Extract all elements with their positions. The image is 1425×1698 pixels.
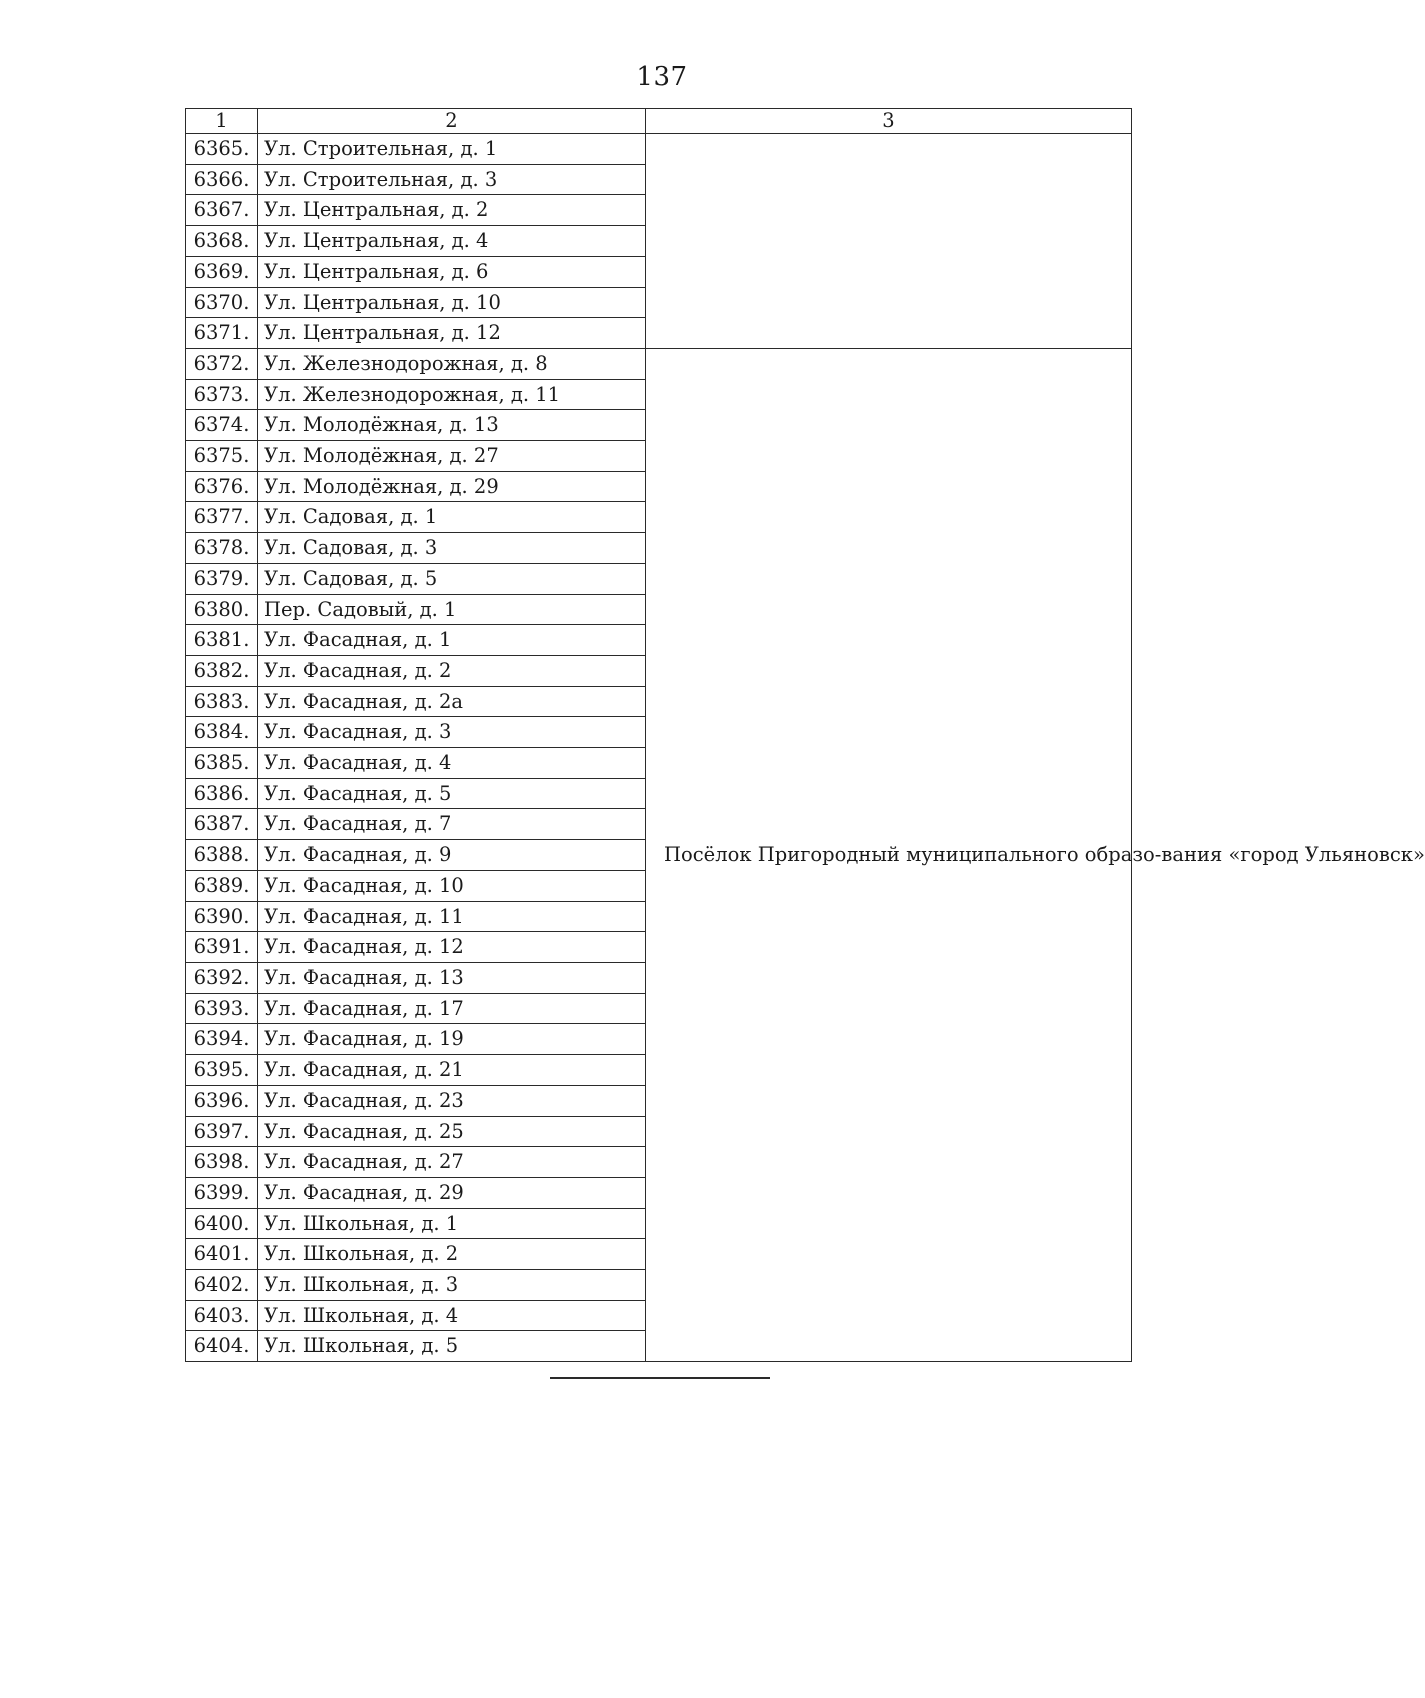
row-address: Ул. Фасадная, д. 2а bbox=[258, 686, 646, 717]
row-address: Ул. Железнодорожная, д. 8 bbox=[258, 348, 646, 379]
row-address: Ул. Школьная, д. 2 bbox=[258, 1239, 646, 1270]
row-number: 6368. bbox=[186, 226, 258, 257]
row-number: 6369. bbox=[186, 256, 258, 287]
row-number: 6395. bbox=[186, 1055, 258, 1086]
row-address: Ул. Фасадная, д. 2 bbox=[258, 655, 646, 686]
row-number: 6367. bbox=[186, 195, 258, 226]
row-number: 6384. bbox=[186, 717, 258, 748]
row-number: 6394. bbox=[186, 1024, 258, 1055]
row-address: Ул. Школьная, д. 1 bbox=[258, 1208, 646, 1239]
column-header-address: 2 bbox=[258, 109, 646, 134]
row-address: Ул. Фасадная, д. 9 bbox=[258, 840, 646, 871]
row-address: Ул. Фасадная, д. 11 bbox=[258, 901, 646, 932]
row-address: Пер. Садовый, д. 1 bbox=[258, 594, 646, 625]
row-number: 6392. bbox=[186, 962, 258, 993]
row-number: 6381. bbox=[186, 625, 258, 656]
table-body bbox=[186, 134, 1425, 1362]
row-address: Ул. Фасадная, д. 7 bbox=[258, 809, 646, 840]
row-number: 6390. bbox=[186, 901, 258, 932]
row-address: Ул. Центральная, д. 12 bbox=[258, 318, 646, 349]
row-address: Ул. Фасадная, д. 13 bbox=[258, 962, 646, 993]
row-address: Ул. Фасадная, д. 12 bbox=[258, 932, 646, 963]
row-address: Ул. Фасадная, д. 21 bbox=[258, 1055, 646, 1086]
row-address: Ул. Садовая, д. 1 bbox=[258, 502, 646, 533]
row-number: 6366. bbox=[186, 164, 258, 195]
row-number: 6389. bbox=[186, 870, 258, 901]
row-address: Ул. Центральная, д. 2 bbox=[258, 195, 646, 226]
row-number: 6401. bbox=[186, 1239, 258, 1270]
row-address: Ул. Фасадная, д. 23 bbox=[258, 1085, 646, 1116]
row-address: Ул. Молодёжная, д. 29 bbox=[258, 471, 646, 502]
column-header-locality: 3 bbox=[646, 109, 1132, 134]
row-address: Ул. Строительная, д. 1 bbox=[258, 134, 646, 165]
row-number: 6382. bbox=[186, 655, 258, 686]
row-number: 6385. bbox=[186, 748, 258, 779]
locality-text: Посёлок Пригородный муниципального образо-вания «город Ульяновск» bbox=[664, 843, 1425, 867]
row-address: Ул. Центральная, д. 6 bbox=[258, 256, 646, 287]
locality-cell-empty bbox=[646, 134, 1132, 349]
row-address: Ул. Фасадная, д. 27 bbox=[258, 1147, 646, 1178]
table-header-row bbox=[186, 109, 1132, 134]
row-number: 6378. bbox=[186, 533, 258, 564]
row-number: 6374. bbox=[186, 410, 258, 441]
address-table bbox=[185, 108, 1425, 1362]
row-address: Ул. Фасадная, д. 10 bbox=[258, 870, 646, 901]
row-number: 6391. bbox=[186, 932, 258, 963]
row-address: Ул. Железнодорожная, д. 11 bbox=[258, 379, 646, 410]
row-address: Ул. Школьная, д. 3 bbox=[258, 1270, 646, 1301]
row-number: 6376. bbox=[186, 471, 258, 502]
page-number: 137 bbox=[636, 62, 688, 92]
column-header-number: 1 bbox=[186, 109, 258, 134]
end-of-table-rule bbox=[550, 1377, 770, 1379]
row-address: Ул. Школьная, д. 5 bbox=[258, 1331, 646, 1362]
row-number: 6396. bbox=[186, 1085, 258, 1116]
row-address: Ул. Фасадная, д. 25 bbox=[258, 1116, 646, 1147]
row-number: 6398. bbox=[186, 1147, 258, 1178]
row-number: 6375. bbox=[186, 441, 258, 472]
row-number: 6383. bbox=[186, 686, 258, 717]
table-row bbox=[186, 348, 1132, 379]
row-number: 6379. bbox=[186, 563, 258, 594]
row-number: 6404. bbox=[186, 1331, 258, 1362]
row-address: Ул. Фасадная, д. 4 bbox=[258, 748, 646, 779]
row-address: Ул. Молодёжная, д. 27 bbox=[258, 441, 646, 472]
row-number: 6380. bbox=[186, 594, 258, 625]
row-number: 6400. bbox=[186, 1208, 258, 1239]
row-address: Ул. Садовая, д. 5 bbox=[258, 563, 646, 594]
row-address: Ул. Фасадная, д. 3 bbox=[258, 717, 646, 748]
row-number: 6402. bbox=[186, 1270, 258, 1301]
row-number: 6403. bbox=[186, 1300, 258, 1331]
row-number: 6372. bbox=[186, 348, 258, 379]
row-address: Ул. Строительная, д. 3 bbox=[258, 164, 646, 195]
row-number: 6377. bbox=[186, 502, 258, 533]
row-address: Ул. Центральная, д. 4 bbox=[258, 226, 646, 257]
row-number: 6387. bbox=[186, 809, 258, 840]
row-number: 6386. bbox=[186, 778, 258, 809]
table-row bbox=[186, 134, 1132, 165]
row-address: Ул. Фасадная, д. 5 bbox=[258, 778, 646, 809]
row-number: 6373. bbox=[186, 379, 258, 410]
row-address: Ул. Центральная, д. 10 bbox=[258, 287, 646, 318]
row-number: 6397. bbox=[186, 1116, 258, 1147]
row-number: 6399. bbox=[186, 1177, 258, 1208]
row-number: 6370. bbox=[186, 287, 258, 318]
row-address: Ул. Фасадная, д. 17 bbox=[258, 993, 646, 1024]
row-address: Ул. Садовая, д. 3 bbox=[258, 533, 646, 564]
row-number: 6388. bbox=[186, 840, 258, 871]
row-address: Ул. Фасадная, д. 1 bbox=[258, 625, 646, 656]
row-number: 6393. bbox=[186, 993, 258, 1024]
row-number: 6365. bbox=[186, 134, 258, 165]
row-address: Ул. Молодёжная, д. 13 bbox=[258, 410, 646, 441]
row-address: Ул. Фасадная, д. 19 bbox=[258, 1024, 646, 1055]
row-address: Ул. Фасадная, д. 29 bbox=[258, 1177, 646, 1208]
row-number: 6371. bbox=[186, 318, 258, 349]
locality-cell bbox=[646, 348, 1425, 1361]
row-address: Ул. Школьная, д. 4 bbox=[258, 1300, 646, 1331]
